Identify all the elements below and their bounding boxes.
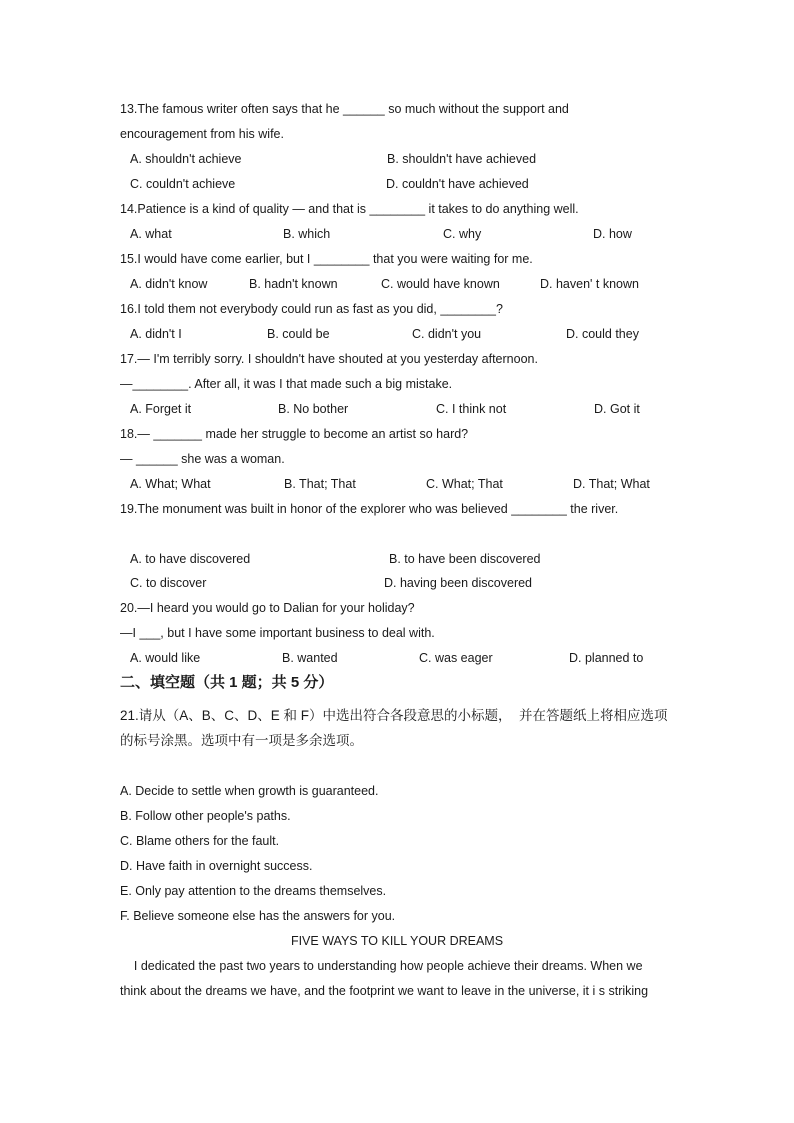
question-16-option-b: B. could be xyxy=(267,327,330,341)
question-18-stem-line2: — ______ she was a woman. xyxy=(120,452,285,466)
passage-paragraph-line2: think about the dreams we have, and the footprint we want to leave in the universe, it i s striking xyxy=(120,984,649,998)
question-20-option-a: A. would like xyxy=(130,651,201,665)
question-13-stem-line1: 13.The famous writer often says that he ______ so much without the support and xyxy=(120,102,569,116)
question-13-option-b: B. shouldn't have achieved xyxy=(387,152,537,166)
question-15-option-c: C. would have known xyxy=(381,277,500,291)
question-13-option-c: C. couldn't achieve xyxy=(130,177,236,191)
heading-option-c: C. Blame others for the fault. xyxy=(120,834,280,848)
heading-option-b: B. Follow other people's paths. xyxy=(120,809,291,823)
question-19-option-d: D. having been discovered xyxy=(384,576,533,590)
question-18-option-a: A. What; What xyxy=(130,477,211,491)
question-21-instruction-line1: 21.请从（A、B、C、D、E 和 F）中选出符合各段意思的小标题， 并在答题纸上将相应选项 xyxy=(120,708,668,723)
heading-option-a: A. Decide to settle when growth is guaranteed. xyxy=(120,784,379,798)
question-18-option-c: C. What; That xyxy=(426,477,503,491)
question-16-option-d: D. could they xyxy=(566,327,639,341)
passage-paragraph-line1: I dedicated the past two years to understanding how people achieve their dreams. When we xyxy=(120,959,643,973)
question-19-option-b: B. to have been discovered xyxy=(389,552,541,566)
question-17-option-c: C. I think not xyxy=(436,402,507,416)
heading-option-d: D. Have faith in overnight success. xyxy=(120,859,313,873)
question-15-stem: 15.I would have come earlier, but I ________ that you were waiting for me. xyxy=(120,252,533,266)
question-19-stem: 19.The monument was built in honor of the explorer who was believed ________ the river. xyxy=(120,502,619,516)
passage-title: FIVE WAYS TO KILL YOUR DREAMS xyxy=(290,934,504,948)
question-15-option-d: D. haven' t known xyxy=(540,277,639,291)
heading-option-e: E. Only pay attention to the dreams themselves. xyxy=(120,884,387,898)
section-heading: 二、填空题（共 1 题；共 5 分） xyxy=(120,674,334,691)
question-16-option-a: A. didn't I xyxy=(130,327,182,341)
question-20-option-b: B. wanted xyxy=(282,651,338,665)
question-20-stem-line2: —I ___, but I have some important business to deal with. xyxy=(120,626,435,640)
question-19-option-c: C. to discover xyxy=(130,576,207,590)
question-14-option-d: D. how xyxy=(593,227,632,241)
question-14-option-a: A. what xyxy=(130,227,172,241)
question-18-option-b: B. That; That xyxy=(284,477,356,491)
question-13-option-d: D. couldn't have achieved xyxy=(386,177,529,191)
question-13-stem-line2: encouragement from his wife. xyxy=(120,127,284,141)
question-19-option-a: A. to have discovered xyxy=(130,552,251,566)
question-18-option-d: D. That; What xyxy=(573,477,650,491)
question-14-stem: 14.Patience is a kind of quality — and that is ________ it takes to do anything well. xyxy=(120,202,579,216)
question-20-option-c: C. was eager xyxy=(419,651,493,665)
question-17-stem-line2: —________. After all, it was I that made such a big mistake. xyxy=(120,377,453,391)
question-17-option-d: D. Got it xyxy=(594,402,640,416)
question-17-option-a: A. Forget it xyxy=(130,402,192,416)
question-14-option-c: C. why xyxy=(443,227,482,241)
heading-option-f: F. Believe someone else has the answers for you. xyxy=(120,909,396,923)
question-16-option-c: C. didn't you xyxy=(412,327,482,341)
question-15-option-b: B. hadn't known xyxy=(249,277,338,291)
question-20-stem-line1: 20.—I heard you would go to Dalian for your holiday? xyxy=(120,601,415,615)
question-17-option-b: B. No bother xyxy=(278,402,349,416)
question-15-option-a: A. didn't know xyxy=(130,277,208,291)
question-14-option-b: B. which xyxy=(283,227,331,241)
question-13-option-a: A. shouldn't achieve xyxy=(130,152,242,166)
question-18-stem-line1: 18.— _______ made her struggle to become an artist so hard? xyxy=(120,427,469,441)
question-20-option-d: D. planned to xyxy=(569,651,644,665)
question-16-stem: 16.I told them not everybody could run as fast as you did, ________? xyxy=(120,302,503,316)
question-17-stem-line1: 17.— I'm terribly sorry. I shouldn't have shouted at you yesterday afternoon. xyxy=(120,352,538,366)
question-21-instruction-line2: 的标号涂黑。选项中有一项是多余选项。 xyxy=(120,733,363,748)
